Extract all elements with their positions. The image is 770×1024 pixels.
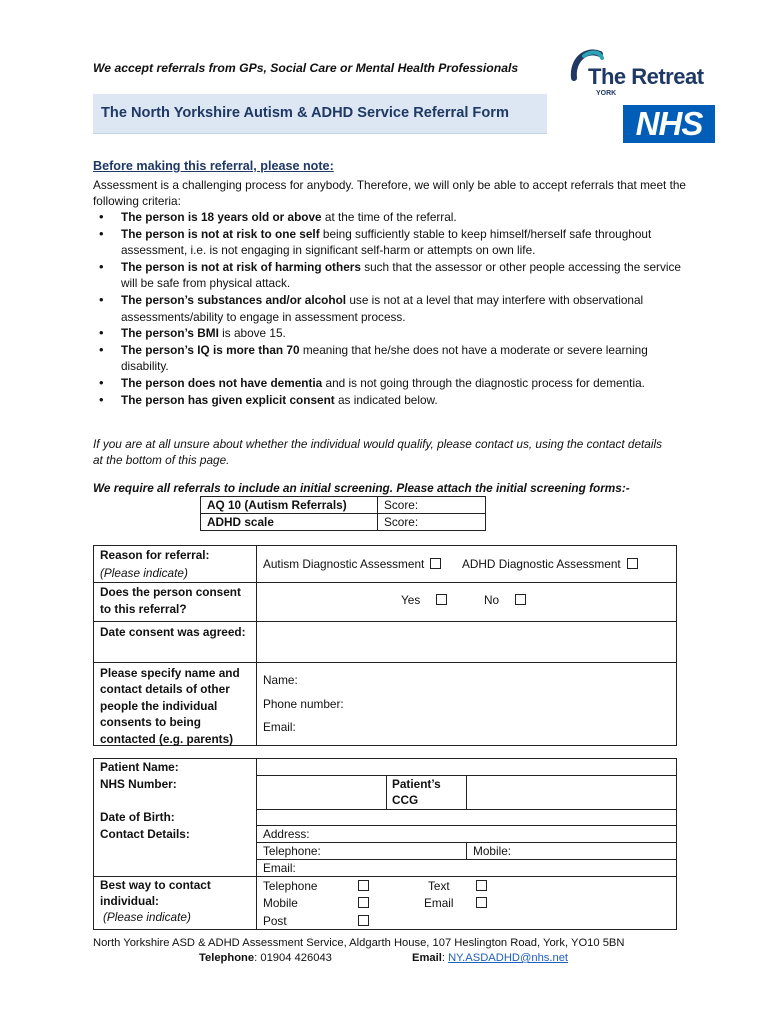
best-way-hint: (Please indicate) bbox=[103, 910, 191, 924]
nhs-number-field[interactable] bbox=[257, 776, 386, 809]
option-mobile[interactable]: Mobile bbox=[263, 896, 298, 910]
consent-yes[interactable]: Yes bbox=[401, 592, 447, 608]
email-checkbox[interactable] bbox=[476, 897, 487, 908]
form-title-banner bbox=[93, 94, 547, 134]
criteria-item: • The person is not at risk to one self being sufficiently stable to keep himself/herself safe throughout assessment, i.e. is not engaging in significant self-harm or attempts on own life. bbox=[93, 226, 693, 259]
unsure-note: If you are at all unsure about whether the individual would qualify, please contact us, using the contact details at the bottom of this page. bbox=[93, 437, 663, 467]
email-field[interactable]: Email: bbox=[263, 861, 296, 875]
notes-intro: Assessment is a challenging process for anybody. Therefore, we will only be able to accept referrals that meet the following criteria: bbox=[93, 178, 686, 208]
contact-details-label: Contact Details: bbox=[100, 827, 190, 841]
ccg-field[interactable] bbox=[467, 776, 677, 809]
date-consent-field[interactable] bbox=[257, 622, 677, 662]
criteria-item: • The person does not have dementia and is not going through the diagnostic process for dementia. bbox=[93, 375, 693, 392]
criteria-item: • The person’s IQ is more than 70 meaning that he/she does not have a moderate or severe learning disability. bbox=[93, 342, 693, 375]
mobile-field[interactable]: Mobile: bbox=[473, 844, 512, 858]
screening-table bbox=[200, 496, 486, 531]
option-telephone[interactable]: Telephone bbox=[263, 879, 318, 893]
footer-address: North Yorkshire ASD & ADHD Assessment Service, Aldgarth House, 107 Heslington Road, York, YO10 5BN bbox=[93, 937, 625, 949]
other-email-field[interactable]: Email: bbox=[263, 720, 296, 734]
text-checkbox[interactable] bbox=[476, 880, 487, 891]
dob-field[interactable] bbox=[257, 810, 677, 825]
autism-option[interactable]: Autism Diagnostic Assessment bbox=[263, 556, 441, 572]
mobile-checkbox[interactable] bbox=[358, 897, 369, 908]
address-field[interactable]: Address: bbox=[263, 827, 310, 841]
no-checkbox[interactable] bbox=[515, 594, 526, 605]
adhd-checkbox[interactable] bbox=[627, 558, 638, 569]
screening-name: ADHD scale bbox=[201, 514, 378, 531]
screening-name: AQ 10 (Autism Referrals) bbox=[201, 497, 378, 514]
form-title: The North Yorkshire Autism & ADHD Service Referral Form bbox=[101, 105, 509, 121]
notes-heading: Before making this referral, please note: bbox=[93, 159, 334, 173]
best-way-label: Best way to contact individual: bbox=[100, 878, 211, 908]
other-contacts-label: Please specify name and contact details of other people the individual consents to being contacted (e.g. parents) bbox=[100, 666, 240, 746]
post-checkbox[interactable] bbox=[358, 915, 369, 926]
option-post[interactable]: Post bbox=[263, 914, 287, 928]
footer-email: Email: NY.ASDADHD@nhs.net bbox=[412, 952, 569, 964]
email-link[interactable]: NY.ASDADHD@nhs.net bbox=[448, 952, 569, 964]
the-retreat-logo bbox=[568, 44, 728, 100]
nhs-number-label: NHS Number: bbox=[100, 777, 177, 791]
retreat-logo-text: The Retreat bbox=[588, 64, 704, 89]
reason-hint: (Please indicate) bbox=[100, 566, 188, 580]
patient-name-field[interactable] bbox=[257, 759, 677, 775]
consent-no[interactable]: No bbox=[484, 592, 526, 608]
criteria-list bbox=[93, 209, 693, 408]
date-consent-label: Date consent was agreed: bbox=[100, 625, 246, 639]
footer-telephone: Telephone: 01904 426043 bbox=[199, 952, 332, 964]
criteria-item: • The person’s substances and/or alcohol use is not at a level that may interfere with observational assessments/ability to engage in assessment process. bbox=[93, 292, 693, 325]
patient-name-label: Patient Name: bbox=[100, 760, 179, 774]
telephone-field[interactable]: Telephone: bbox=[263, 844, 321, 858]
telephone-checkbox[interactable] bbox=[358, 880, 369, 891]
dob-label: Date of Birth: bbox=[100, 810, 175, 824]
option-text[interactable]: Text bbox=[428, 879, 450, 893]
retreat-logo-subtext: YORK bbox=[596, 90, 617, 97]
adhd-option[interactable]: ADHD Diagnostic Assessment bbox=[462, 556, 638, 572]
autism-checkbox[interactable] bbox=[430, 558, 441, 569]
consent-label: Does the person consent to this referral? bbox=[100, 585, 241, 616]
criteria-item: • The person is not at risk of harming others such that the assessor or other people accessing the service will be safe from physical attack. bbox=[93, 259, 693, 292]
option-email[interactable]: Email bbox=[424, 896, 454, 910]
score-field[interactable]: Score: bbox=[378, 514, 486, 531]
ccg-label: Patient’s CCG bbox=[392, 777, 441, 807]
table-row bbox=[201, 497, 486, 514]
accept-referrals-note: We accept referrals from GPs, Social Care or Mental Health Professionals bbox=[93, 61, 519, 75]
yes-checkbox[interactable] bbox=[436, 594, 447, 605]
screening-requirement: We require all referrals to include an initial screening. Please attach the initial screening forms:- bbox=[93, 481, 630, 495]
table-row bbox=[201, 514, 486, 531]
nhs-logo bbox=[623, 105, 715, 143]
nhs-logo-text: NHS bbox=[635, 105, 703, 142]
criteria-item: • The person has given explicit consent as indicated below. bbox=[93, 392, 693, 409]
reason-label: Reason for referral: bbox=[100, 548, 210, 562]
criteria-item: • The person’s BMI is above 15. bbox=[93, 325, 693, 342]
criteria-item: • The person is 18 years old or above at the time of the referral. bbox=[93, 209, 693, 226]
other-phone-field[interactable]: Phone number: bbox=[263, 697, 344, 711]
other-name-field[interactable]: Name: bbox=[263, 673, 298, 687]
score-field[interactable]: Score: bbox=[378, 497, 486, 514]
